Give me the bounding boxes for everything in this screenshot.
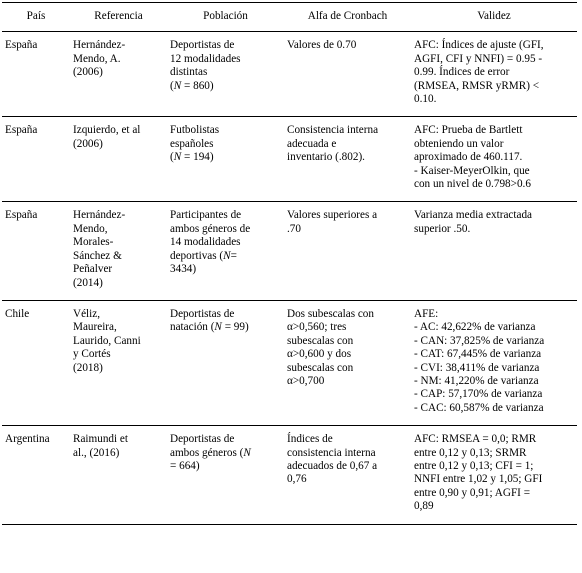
reference-line: Hernández- [73,39,126,52]
validity-line: obteniendo un valor [414,137,504,150]
header-reference: Referencia [70,3,167,32]
alpha-line: subescalas con [287,361,354,374]
alpha-line: .70 [287,222,301,235]
reference-line: Peñalver [73,263,113,276]
validity-line: - Kaiser-MeyerOlkin, que [414,164,530,177]
cell-population [167,202,284,300]
validity-line: 0.10. [414,93,437,106]
validity-line: - NM: 41,220% de varianza [414,374,539,387]
cell-reference [70,32,167,117]
validity-line: Varianza media extractada [414,209,533,222]
table-row [2,32,577,117]
validity-line: aproximado de 460.117. [414,151,523,164]
validity-line: - CAC: 60,587% de varianza [414,401,544,414]
reference-line: Mendo, A. [73,52,121,65]
cell-population [167,32,284,117]
cell-validity [411,117,577,202]
validity-line: - CAN: 37,825% de varianza [414,334,545,347]
population-line: natación (N = 99) [170,321,249,334]
alpha-line: Dos subescalas con [287,307,374,320]
table-body [2,32,577,524]
validity-line: entre 0,90 y 0,91; AGFI = [414,486,530,499]
validity-line: (RMSEA, RMSR yRMR) < [414,79,540,92]
reference-line: Izquierdo, et al [73,124,141,137]
alpha-line: Consistencia interna [287,124,379,137]
header-row [2,3,577,32]
validity-line: AFC: RMSEA = 0,0; RMR [414,433,537,446]
validity-line: - CVI: 38,411% de varianza [414,361,540,374]
reference-line: Sánchez & [73,249,122,262]
cell-reference [70,300,167,425]
cell-population [167,426,284,524]
header-population: Población [167,3,284,32]
population-line: (N = 860) [170,79,214,92]
population-line: = 664) [170,459,200,472]
population-line: 14 modalidades [170,236,241,249]
validity-line: - CAP: 57,170% de varianza [414,388,543,401]
table-row [2,426,577,524]
cell-validity [411,202,577,300]
validity-line: AFC: Prueba de Bartlett [414,124,523,137]
validity-line: 0.99. Índices de error [414,66,510,79]
population-line: ambos géneros de [170,222,251,235]
reference-line: (2006) [73,137,103,150]
reference-line: Morales- [73,236,114,249]
validity-line: 0,89 [414,500,434,513]
reference-line: y Cortés [73,348,111,361]
cell-validity [411,426,577,524]
validity-line: AFC: Índices de ajuste (GFI, [414,39,544,52]
cell-reference [70,117,167,202]
alpha-line: consistencia interna [287,446,376,459]
reference-line: Maureira, [73,321,117,334]
cell-country: España [2,202,70,300]
alpha-line: 0,76 [287,473,307,486]
alpha-line: Valores superiores a [287,209,378,222]
table-row [2,202,577,300]
cell-alpha [284,426,411,524]
cell-population [167,300,284,425]
header-validity: Validez [411,3,577,32]
cell-country: Chile [2,300,70,425]
table-header [2,3,577,32]
validity-line: AGFI, CFI y NNFI) = 0.95 - [414,52,543,65]
reference-line: (2006) [73,66,103,79]
population-line: 3434) [170,263,197,276]
cell-validity [411,32,577,117]
cell-alpha [284,32,411,117]
cell-alpha [284,202,411,300]
reference-line: al., (2016) [73,446,120,459]
population-line: Futbolistas [170,124,220,137]
header-alpha: Alfa de Cronbach [284,3,411,32]
reference-line: (2014) [73,276,103,289]
alpha-line: α>0,600 y dos [287,348,352,361]
population-line: 12 modalidades [170,52,241,65]
alpha-line: inventario (.802). [287,151,365,164]
validity-table [2,2,577,525]
validity-line: AFE: [414,307,439,320]
cell-validity [411,300,577,425]
cell-alpha [284,117,411,202]
cell-reference [70,426,167,524]
header-country: País [2,3,70,32]
reference-line: Mendo, [73,222,108,235]
population-line: Deportistas de [170,433,235,446]
population-line: Deportistas de [170,307,235,320]
cell-population [167,117,284,202]
cell-country: Argentina [2,426,70,524]
cell-country: España [2,32,70,117]
alpha-line: adecuada e [287,137,337,150]
validity-line: entre 0,12 y 0,13; CFI = 1; [414,459,534,472]
population-line: Participantes de [170,209,242,222]
population-line: deportivas (N= [170,249,237,262]
reference-line: Véliz, [73,307,101,320]
alpha-line: α>0,560; tres [287,321,347,334]
alpha-line: Índices de [287,433,333,446]
validity-line: entre 0,12 y 0,13; SRMR [414,446,527,459]
table-row [2,300,577,425]
alpha-line: Valores de 0.70 [287,39,357,52]
reference-line: Raimundi et [73,433,128,446]
alpha-line: adecuados de 0,67 a [287,459,378,472]
cell-country: España [2,117,70,202]
alpha-line: α>0,700 [287,374,325,387]
alpha-line: subescalas con [287,334,354,347]
reference-line: Hernández- [73,209,126,222]
cell-alpha [284,300,411,425]
population-line: ambos géneros (N [170,446,251,459]
validity-line: - AC: 42,622% de varianza [414,321,536,334]
reference-line: (2018) [73,361,103,374]
cell-reference [70,202,167,300]
validity-line: con un nivel de 0.798>0.6 [414,178,531,191]
reference-line: Laurido, Canni [73,334,141,347]
validity-line: superior .50. [414,222,471,235]
validity-line: - CAT: 67,445% de varianza [414,348,542,361]
population-line: (N = 194) [170,151,214,164]
population-line: distintas [170,66,208,79]
validity-line: NNFI entre 1,02 y 1,05; GFI [414,473,543,486]
population-line: Deportistas de [170,39,235,52]
table-row [2,117,577,202]
population-line: españoles [170,137,214,150]
